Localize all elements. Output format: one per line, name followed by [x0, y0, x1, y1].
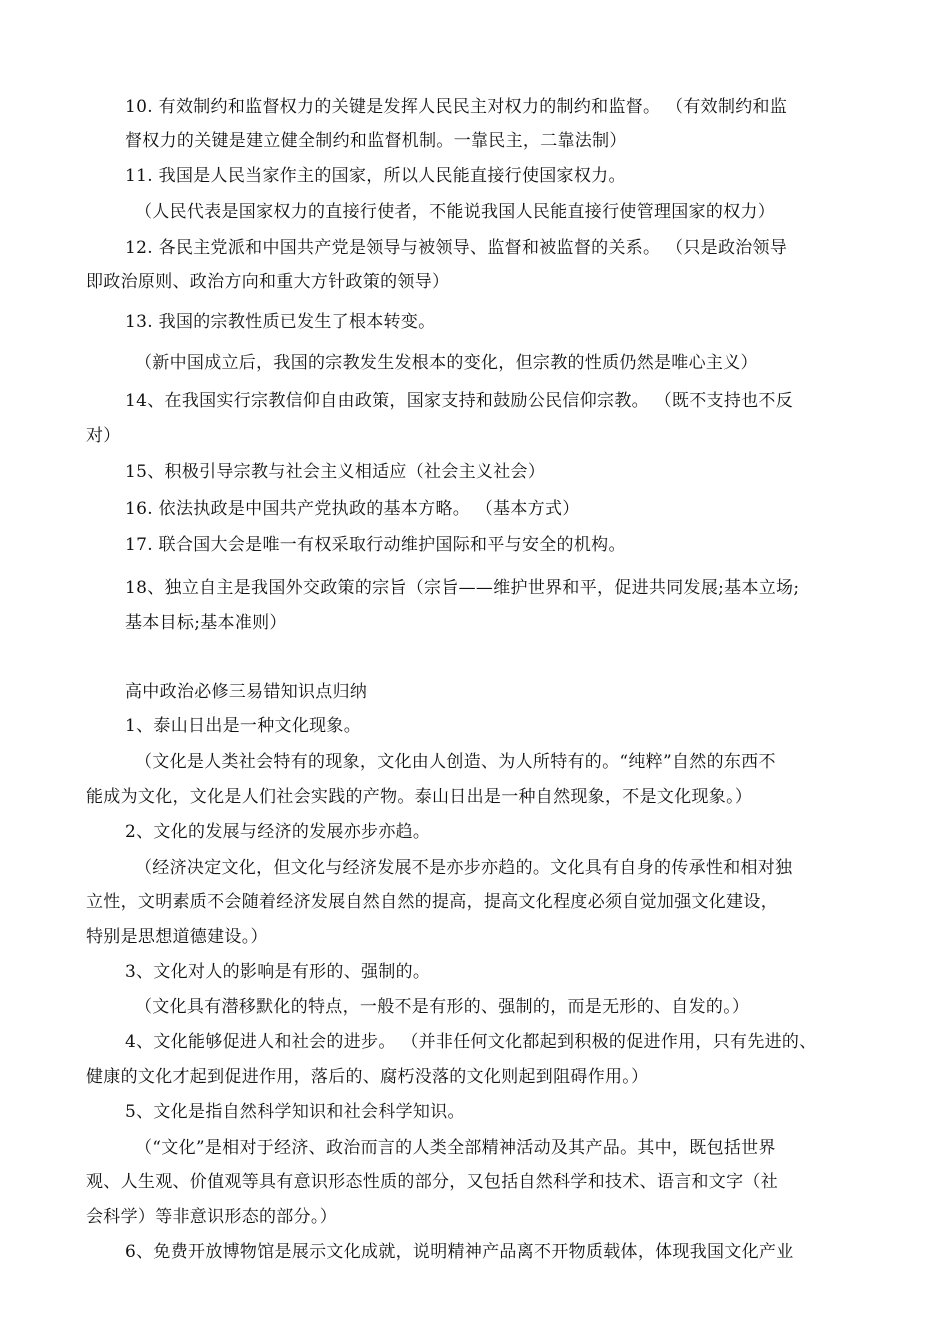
text-line: （文化具有潜移默化的特点，一般不是有形的、强制的，而是无形的、自发的。） — [135, 997, 750, 1017]
text-line: （“文化”是相对于经济、政治而言的人类全部精神活动及其产品。其中，既包括世界 — [135, 1138, 776, 1158]
text-line: 16. 依法执政是中国共产党执政的基本方略。 （基本方式） — [125, 499, 580, 519]
text-line: （新中国成立后，我国的宗教发生发根本的变化，但宗教的性质仍然是唯心主义） — [135, 353, 758, 373]
text-line: 10. 有效制约和监督权力的关键是发挥人民民主对权力的制约和监督。 （有效制约和监 — [125, 97, 788, 117]
text-line: 17. 联合国大会是唯一有权采取行动维护国际和平与安全的机构。 — [125, 535, 626, 555]
section-title: 高中政治必修三易错知识点归纳 — [125, 682, 368, 702]
text-line: 基本目标;基本准则） — [125, 613, 287, 633]
text-line: 18、独立自主是我国外交政策的宗旨（宗旨——维护世界和平，促进共同发展;基本立场; — [125, 578, 800, 598]
text-line: 1、泰山日出是一种文化现象。 — [125, 716, 362, 736]
text-line: 14、在我国实行宗教信仰自由政策，国家支持和鼓励公民信仰宗教。 （既不支持也不反 — [125, 391, 794, 411]
text-line: 对） — [86, 426, 121, 446]
text-line: 11. 我国是人民当家作主的国家，所以人民能直接行使国家权力。 — [125, 166, 626, 186]
text-line: 5、文化是指自然科学知识和社会科学知识。 — [125, 1102, 465, 1122]
text-line: （人民代表是国家权力的直接行使者，不能说我国人民能直接行使管理国家的权力） — [135, 202, 776, 222]
text-line: 立性，文明素质不会随着经济发展自然自然的提高，提高文化程度必须自觉加强文化建设， — [86, 892, 778, 912]
text-line: 3、文化对人的影响是有形的、强制的。 — [125, 962, 431, 982]
text-line: 2、文化的发展与经济的发展亦步亦趋。 — [125, 822, 431, 842]
text-line: 15、积极引导宗教与社会主义相适应（社会主义社会） — [125, 462, 546, 482]
text-line: 督权力的关键是建立健全制约和监督机制。一靠民主，二靠法制） — [125, 131, 627, 151]
text-line: 12. 各民主党派和中国共产党是领导与被领导、监督和被监督的关系。 （只是政治领导 — [125, 238, 788, 258]
text-line: （经济决定文化，但文化与经济发展不是亦步亦趋的。文化具有自身的传承性和相对独 — [135, 858, 793, 878]
text-line: 能成为文化，文化是人们社会实践的产物。泰山日出是一种自然现象，不是文化现象。） — [86, 787, 753, 807]
text-line: 特别是思想道德建设。） — [86, 927, 268, 947]
text-line: 4、文化能够促进人和社会的进步。 （并非任何文化都起到积极的促进作用，只有先进的、 — [125, 1032, 817, 1052]
text-line: 13. 我国的宗教性质已发生了根本转变。 — [125, 312, 436, 332]
text-line: 会科学）等非意识形态的部分。） — [86, 1207, 337, 1227]
text-line: 观、人生观、价值观等具有意识形态性质的部分，又包括自然科学和技术、语言和文字（社 — [86, 1172, 778, 1192]
text-line: 即政治原则、政治方向和重大方针政策的领导） — [86, 272, 450, 292]
text-line: 6、免费开放博物馆是展示文化成就，说明精神产品离不开物质载体，体现我国文化产业 — [125, 1242, 794, 1262]
text-line: （文化是人类社会特有的现象，文化由人创造、为人所特有的。“纯粹”自然的东西不 — [135, 752, 776, 772]
text-line: 健康的文化才起到促进作用，落后的、腐朽没落的文化则起到阻碍作用。） — [86, 1067, 649, 1087]
